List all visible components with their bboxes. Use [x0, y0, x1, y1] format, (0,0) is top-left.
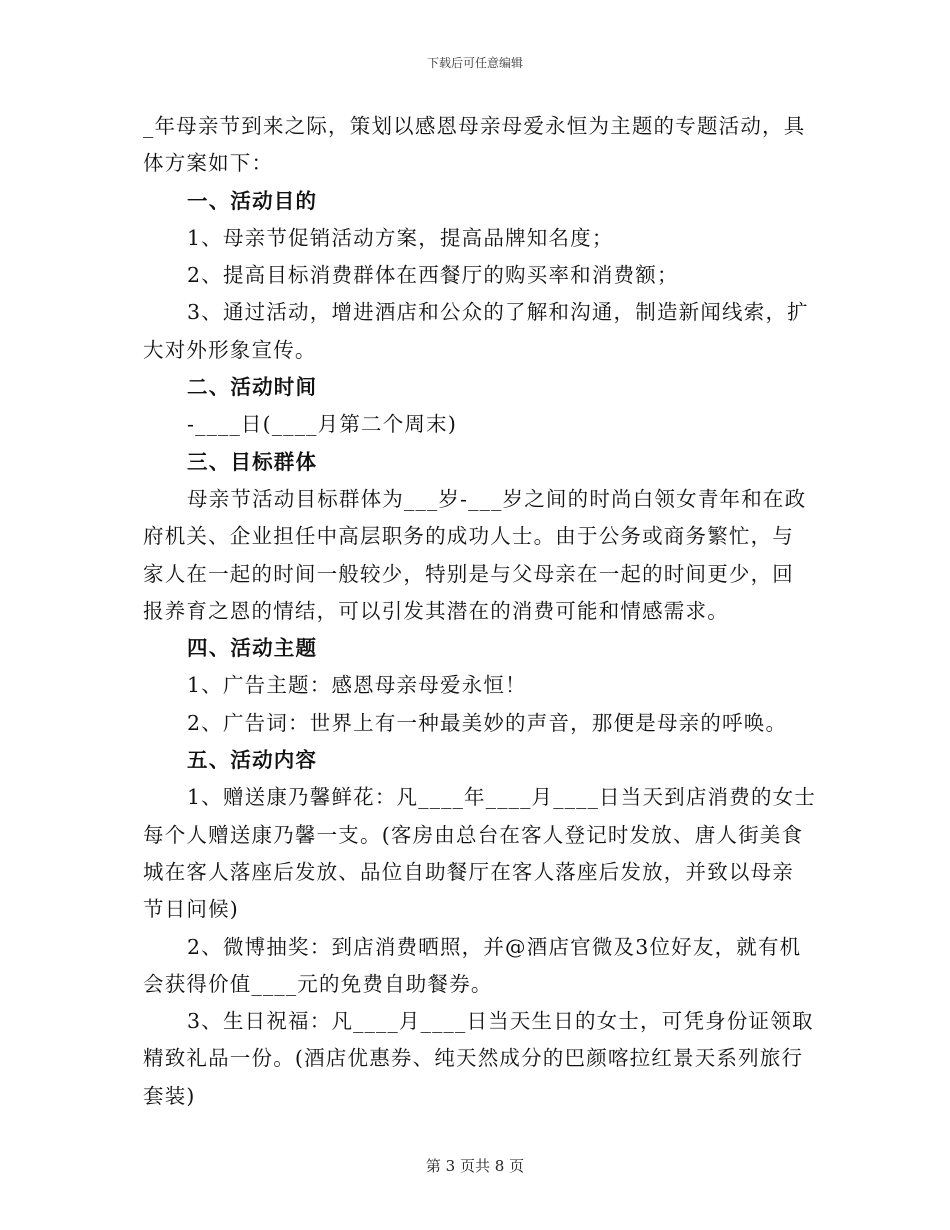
goal-item-1: 1、母亲节促销活动方案，提高品牌知名度； [187, 225, 614, 250]
intro-line-2: 体方案如下： [143, 151, 274, 176]
goal-item-3: 3、通过活动，增进酒店和公众的了解和沟通，制造新闻线索，扩 [187, 300, 809, 325]
time-detail: -____日(____月第二个周末) [187, 412, 458, 437]
content-item-3-line-2: 精致礼品一份。(酒店优惠券、纯天然成分的巴颜喀拉红景天系列旅行 [143, 1046, 804, 1071]
theme-item-2: 2、广告词：世界上有一种最美妙的声音，那便是母亲的呼唤。 [187, 710, 788, 735]
audience-paragraph-line-1: 母亲节活动目标群体为___岁-___岁之间的时尚白领女青年和在政 [187, 486, 807, 511]
content-item-1-line-1: 1、赠送康乃馨鲜花：凡____年____月____日当天到店消费的女士 [187, 785, 817, 810]
section-heading-goals: 一、活动目的 [187, 188, 318, 213]
content-item-3-line-1: 3、生日祝福：凡____月____日当天生日的女士，可凭身份证领取 [187, 1009, 814, 1034]
content-item-1-line-4: 节日问候) [143, 897, 239, 922]
audience-paragraph-line-2: 府机关、企业担任中高层职务的成功人士。由于公务或商务繁忙，与 [143, 524, 794, 549]
section-heading-theme: 四、活动主题 [187, 636, 318, 661]
content-item-1-line-3: 城在客人落座后发放、品位自助餐厅在客人落座后发放，并致以母亲 [143, 859, 794, 884]
section-heading-time: 二、活动时间 [187, 375, 318, 400]
audience-paragraph-line-3: 家人在一起的时间一般较少，特别是与父母亲在一起的时间更少，回 [143, 561, 794, 586]
content-item-2-line-1: 2、微博抽奖：到店消费晒照，并@酒店官微及3位好友，就有机 [187, 934, 802, 959]
theme-item-1: 1、广告主题：感恩母亲母爱永恒！ [187, 673, 527, 698]
intro-line-1: _年母亲节到来之际，策划以感恩母亲母爱永恒为主题的专题活动，具 [143, 114, 806, 138]
goal-item-2: 2、提高目标消费群体在西餐厅的购买率和消费额； [187, 263, 679, 288]
goal-item-3-continued: 大对外形象宣传。 [143, 337, 317, 362]
content-item-1-line-2: 每个人赠送康乃馨一支。(客房由总台在客人登记时发放、唐人街美食 [143, 822, 804, 847]
content-item-2-line-2: 会获得价值____元的免费自助餐券。 [143, 971, 493, 996]
document-body [143, 108, 817, 1115]
section-heading-audience: 三、目标群体 [187, 449, 318, 474]
audience-paragraph-line-4: 报养育之恩的情结，可以引发其潜在的消费可能和情感需求。 [143, 598, 729, 623]
content-item-3-line-3: 套装) [143, 1083, 196, 1108]
header-note: 下载后可任意编辑 [426, 56, 523, 70]
page-number: 第 3 页共 8 页 [425, 1157, 525, 1175]
section-heading-content: 五、活动内容 [187, 748, 318, 773]
